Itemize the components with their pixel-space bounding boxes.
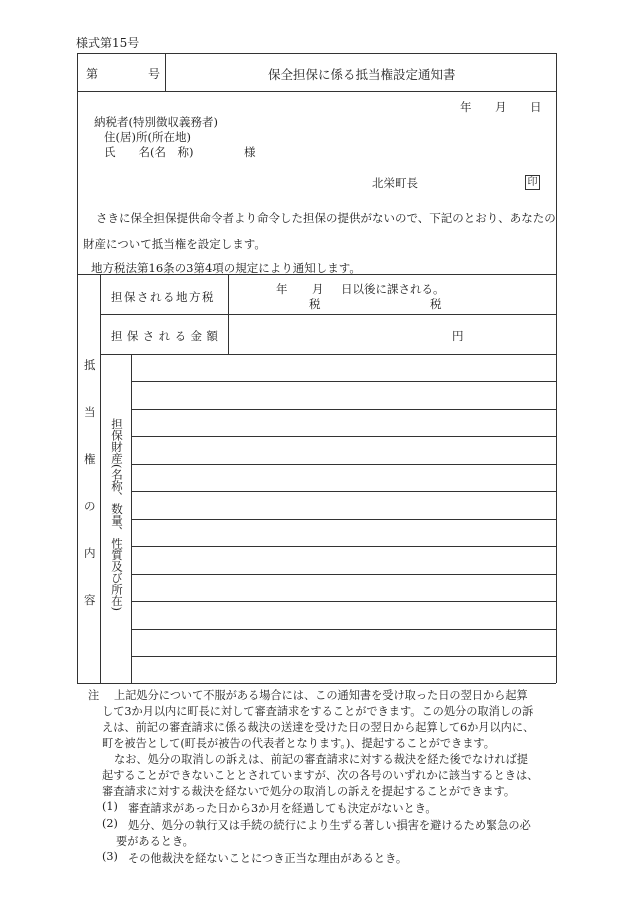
details-label-char-5: 内: [84, 546, 96, 560]
details-label-char-4: の: [84, 499, 96, 513]
date-year: 年: [460, 100, 472, 114]
date-month: 月: [495, 100, 507, 114]
note-item-3-number: (3): [102, 850, 118, 863]
note-item-1-text: 審査請求があった日から3か月を経過しても決定がないとき。: [128, 802, 437, 815]
note-line-1: 上記処分について不服がある場合には、この通知書を受け取った日の翌日から起算: [114, 689, 528, 702]
details-label-char-1: 抵: [84, 358, 96, 372]
address-label: 住(居)所(所在地): [104, 130, 191, 144]
honorific: 様: [244, 145, 256, 159]
note-line-6: 起することができないこととされていますが、次の各号のいずれかに該当するときは、: [102, 769, 539, 782]
number-label-left: 第: [86, 67, 99, 81]
name-label: 氏 名(名 称): [104, 145, 194, 159]
tax-month: 月: [312, 282, 324, 296]
body-line-2: 財産について抵当権を設定します。: [83, 237, 266, 251]
tax-period-text: 日以後に課される。: [341, 282, 445, 296]
body-line-1: さきに保全担保提供命令者より命令した担保の提供がないので、下記のとおり、あなたの: [96, 211, 556, 225]
tax-type-a: 税: [309, 297, 321, 311]
seal-mark: 印: [525, 175, 540, 190]
property-label: 担保財産(名称、数量、性質及び所在): [110, 418, 124, 611]
amount-label: 担保される金額: [111, 329, 223, 343]
note-item-2-number: (2): [102, 817, 118, 830]
note-line-3: えは、前記の審査請求に係る裁決の送達を受けた日の翌日から起算して6か月以内に、: [102, 721, 535, 734]
tax-label: 担保される地方税: [111, 290, 215, 304]
details-label-char-3: 権: [84, 452, 96, 466]
date-day: 日: [530, 100, 542, 114]
note-item-1-number: (1): [102, 800, 118, 813]
document-title: 保全担保に係る抵当権設定通知書: [268, 67, 456, 82]
number-label-right: 号: [148, 67, 161, 81]
form-number: 様式第15号: [76, 36, 140, 50]
body-line-3: 地方税法第16条の3第4項の規定により通知します。: [91, 261, 361, 275]
details-label-char-2: 当: [84, 405, 96, 419]
issuer-name: 北栄町長: [372, 176, 418, 190]
details-label-char-6: 容: [84, 593, 96, 607]
note-item-3-text: その他裁決を経ないことにつき正当な理由があるとき。: [128, 852, 408, 865]
taxpayer-label: 納税者(特別徴収義務者): [94, 115, 218, 129]
note-line-7: 審査請求に対する裁決を経ないで処分の取消しの訴えを提起することができます。: [102, 785, 516, 798]
note-line-5: なお、処分の取消しの訴えは、前記の審査請求に対する裁決を経た後でなければ提: [114, 753, 528, 766]
amount-unit: 円: [452, 329, 464, 343]
tax-type-b: 税: [430, 297, 442, 311]
tax-year: 年: [276, 282, 288, 296]
note-item-2-text: 処分、処分の執行又は手続の続行により生ずる著しい損害を避けるため緊急の必: [128, 819, 531, 832]
note-item-2-text-cont: 要があるとき。: [116, 835, 194, 848]
notes-prefix: 注: [88, 689, 100, 702]
note-line-4: 町を被告として(町長が被告の代表者となります。)、提起することができます。: [102, 737, 495, 750]
note-line-2: して3か月以内に町長に対して審査請求をすることができます。この処分の取消しの訴: [102, 705, 534, 718]
